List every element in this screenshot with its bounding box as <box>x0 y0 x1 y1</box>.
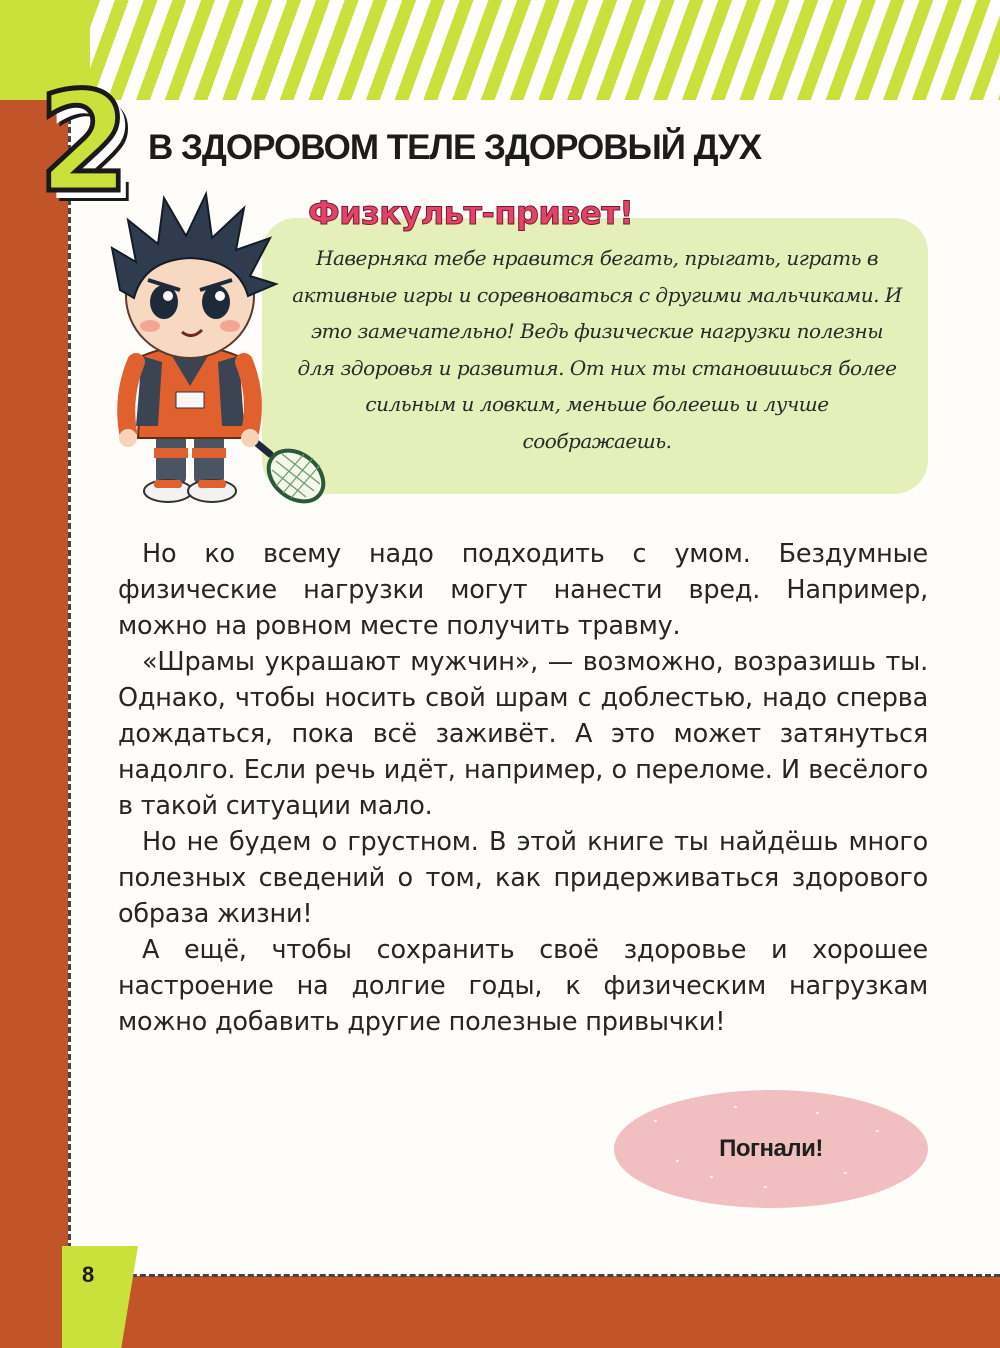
paragraph: «Шрамы украшают мужчин», — возможно, возразишь ты. Однако, чтобы носить свой шрам с доблестью, надо сперва дождаться, пока всё заживёт. А это может затянуться надолго. Если речь идёт, например, о переломе. И весёлого в такой ситуации мало. <box>118 647 928 821</box>
page-dashed-border-left <box>68 100 71 1276</box>
go-button-label: Погнали! <box>719 1135 823 1162</box>
striped-top-band <box>0 0 1000 100</box>
intro-heading: Физкульт-привет! <box>308 194 634 232</box>
boy-with-tennis-racket-illustration <box>98 186 338 516</box>
bottom-band <box>0 1278 1000 1348</box>
chapter-number: 2 <box>38 62 130 223</box>
page-dashed-border-bottom <box>68 1274 1000 1277</box>
page-number: 8 <box>82 1262 95 1287</box>
left-margin-band <box>0 100 68 1348</box>
paragraph: Но ко всему надо подходить с умом. Бездумные физические нагрузки могут нанести вред. Например, можно на ровном месте получить травму. <box>118 539 928 641</box>
tennis-racket-icon <box>248 436 333 512</box>
go-button[interactable] <box>614 1090 928 1208</box>
main-text <box>118 536 928 1040</box>
paragraph: А ещё, чтобы сохранить своё здоровье и хорошее настроение на долгие годы, к физическим нагрузкам можно добавить другие полезные привычки! <box>118 935 928 1037</box>
intro-text: Наверняка тебе нравится бегать, прыгать, играть в активные игры и соревноваться с другими мальчиками. И это замечательно! Ведь физические нагрузки полезны для здоровья и развития. От них ты становишься более сильным и ловким, меньше болеешь и лучше соображаешь. <box>292 246 902 453</box>
paragraph: Но не будем о грустном. В этой книге ты найдёшь много полезных сведений о том, как придерживаться здорового образа жизни! <box>118 827 928 929</box>
chapter-title: В ЗДОРОВОМ ТЕЛЕ ЗДОРОВЫЙ ДУХ <box>148 128 762 167</box>
